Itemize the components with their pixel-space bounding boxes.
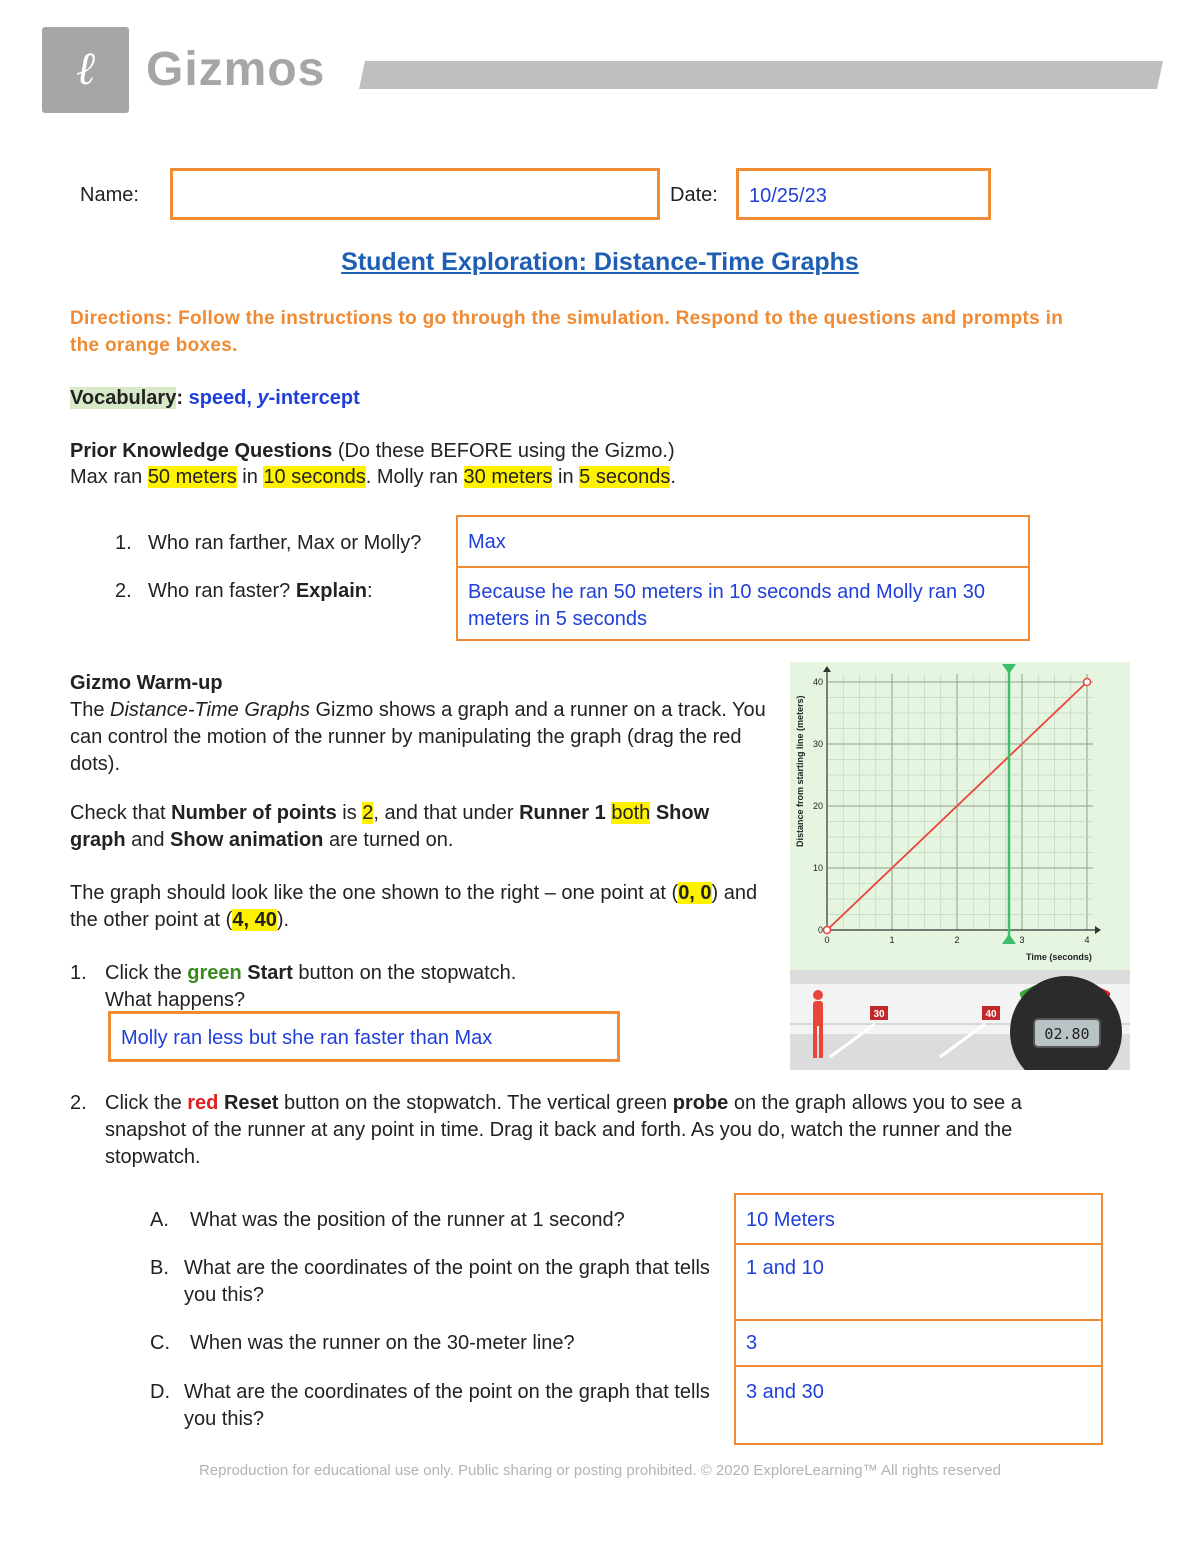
distance-marker-40 xyxy=(982,1006,1000,1020)
prior-text: . xyxy=(670,466,676,488)
warmup-text: button on the stopwatch. The vertical green xyxy=(278,1092,673,1114)
subq-b-letter: B. xyxy=(150,1257,169,1279)
prior-heading-note: (Do these BEFORE using the Gizmo.) xyxy=(332,440,675,462)
table-divider xyxy=(458,566,1028,568)
vocabulary xyxy=(70,385,360,412)
logo-glyph: ℓ xyxy=(75,41,96,95)
gizmo-simulation xyxy=(790,662,1130,1070)
stopwatch xyxy=(1010,976,1122,1070)
warmup-highlight: 4, 40 xyxy=(232,909,277,931)
warmup-text: ) and the other point at ( xyxy=(70,882,758,931)
prior-q2-part: Who ran faster? xyxy=(148,580,296,602)
prior-q2-bold: Explain xyxy=(295,580,367,602)
prior-text: in xyxy=(236,466,264,488)
warmup-text: are turned on. xyxy=(323,829,454,851)
warmup-text: is xyxy=(336,802,363,824)
warmup-q2-text xyxy=(105,1090,1105,1171)
subq-answer-c[interactable]: 3 xyxy=(746,1332,758,1354)
subq-c-letter: C. xyxy=(150,1332,170,1354)
table-divider xyxy=(736,1319,1101,1321)
prior-highlight: 50 meters xyxy=(147,466,237,488)
warmup-italic: Distance-Time Graphs xyxy=(110,699,310,721)
warmup-text: Click the xyxy=(105,1092,188,1114)
distance-marker-30 xyxy=(870,1006,888,1020)
subq-c-text: When was the runner on the 30-meter line? xyxy=(190,1332,575,1354)
warmup-answer-1: Molly ran less but she ran faster than Max xyxy=(121,1027,493,1049)
vocab-term-intercept: -intercept xyxy=(268,387,360,409)
subq-a-letter: A. xyxy=(150,1209,169,1231)
warmup-text: , and that under xyxy=(373,802,520,824)
warmup-answer-1-box[interactable] xyxy=(108,1011,620,1062)
prior-heading-line xyxy=(70,438,1130,465)
subq-answer-a[interactable]: 10 Meters xyxy=(746,1209,835,1231)
prior-q1-text: Who ran farther, Max or Molly? xyxy=(148,532,422,554)
prior-highlight: 30 meters xyxy=(463,466,553,488)
logo xyxy=(42,27,129,113)
warmup-text: The graph should look like the one shown to the right – one point at ( xyxy=(70,882,679,904)
prior-text: in xyxy=(552,466,580,488)
warmup-bold: Show graph xyxy=(70,802,710,851)
y-axis-label: Distance from starting line (meters) xyxy=(795,695,805,847)
subq-d-text: What are the coordinates of the point on the graph that tells you this? xyxy=(184,1381,710,1430)
y-tick-label: 40 xyxy=(812,677,823,687)
warmup-text: and xyxy=(125,829,171,851)
brand-name: Gizmos xyxy=(146,43,326,96)
warmup-bold: Reset xyxy=(223,1092,279,1114)
warmup-highlight: both xyxy=(611,802,651,824)
header-bar xyxy=(359,61,1163,89)
subq-d-letter: D. xyxy=(150,1381,170,1403)
y-tick-label: 10 xyxy=(812,863,823,873)
x-tick-label: 1 xyxy=(889,935,895,945)
date-field[interactable] xyxy=(736,168,991,220)
prior-text: Max ran xyxy=(70,466,148,488)
subq-b-text: What are the coordinates of the point on the graph that tells you this? xyxy=(184,1257,710,1306)
warmup-text: on the graph allows you to see a snapshot of the runner at any point in time. Drag it back and forth. As you do, watch the runner and the stopwatch. xyxy=(105,1092,1022,1168)
warmup-q1-number: 1. xyxy=(70,962,87,984)
warmup-text: Gizmo shows a graph and a runner on a track. You can control the motion of the runner by manipulating the graph (drag the red dots). xyxy=(70,699,766,775)
vocab-term-y: y xyxy=(257,387,269,409)
prior-answer-table xyxy=(456,515,1030,641)
x-tick-label: 2 xyxy=(954,935,960,945)
name-field[interactable] xyxy=(170,168,660,220)
warmup-bold: Show animation xyxy=(170,829,324,851)
data-point[interactable] xyxy=(824,927,831,934)
subq-a-text: What was the position of the runner at 1 second? xyxy=(190,1209,625,1231)
warmup-text: Check that xyxy=(70,802,172,824)
y-tick-label: 20 xyxy=(812,801,823,811)
data-point[interactable] xyxy=(1084,679,1091,686)
vocabulary-label: Vocabulary xyxy=(70,387,177,409)
warmup-bold: Number of points xyxy=(171,802,337,824)
prior-highlight: 5 seconds xyxy=(579,466,671,488)
y-tick-label: 30 xyxy=(812,739,823,749)
warmup-q1-text xyxy=(105,960,775,1014)
warmup-bold: Start xyxy=(247,962,293,984)
vocabulary-colon: : xyxy=(176,387,184,409)
marker-40-label: 40 xyxy=(985,1009,997,1020)
warmup-highlight: 2 xyxy=(362,802,374,824)
x-tick-label: 3 xyxy=(1019,935,1025,945)
warmup-text: The xyxy=(70,699,111,721)
warmup-block xyxy=(70,670,770,778)
prior-q1-number: 1. xyxy=(115,532,132,554)
warmup-red: red xyxy=(187,1092,219,1114)
stopwatch-time: 02.80 xyxy=(1044,1025,1090,1043)
prior-q2-part: : xyxy=(366,580,373,602)
warmup-highlight: 0, 0 xyxy=(678,882,712,904)
prior-answer-1[interactable]: Max xyxy=(468,531,506,553)
name-label: Name: xyxy=(80,184,139,206)
prior-answer-2[interactable]: Because he ran 50 meters in 10 seconds and Molly ran 30 meters in 5 seconds xyxy=(468,581,985,630)
page-title: Student Exploration: Distance-Time Graphs xyxy=(341,248,859,276)
prior-q2-text xyxy=(148,578,373,605)
y-tick-label: 0 xyxy=(817,925,823,935)
warmup-green: green xyxy=(187,962,242,984)
warmup-q2-number: 2. xyxy=(70,1092,87,1114)
subq-answer-b[interactable]: 1 and 10 xyxy=(746,1257,824,1279)
warmup-check xyxy=(70,800,770,854)
chart-background xyxy=(790,662,1130,970)
vocab-term-speed: speed, xyxy=(188,387,258,409)
x-tick-label: 0 xyxy=(824,935,830,945)
table-divider xyxy=(736,1243,1101,1245)
directions: Directions: Follow the instructions to go through the simulation. Respond to the questions and prompts in the orange boxes. xyxy=(70,308,1064,356)
date-label: Date: xyxy=(670,184,718,206)
prior-q2-number: 2. xyxy=(115,580,132,602)
subq-answer-d[interactable]: 3 and 30 xyxy=(746,1381,824,1403)
table-divider xyxy=(736,1365,1101,1367)
warmup-bold: probe xyxy=(672,1092,729,1114)
prior-heading: Prior Knowledge Questions xyxy=(70,440,333,462)
warmup-bold: Runner 1 xyxy=(519,802,606,824)
warmup-text: What happens? xyxy=(105,989,246,1011)
footer: Reproduction for educational use only. Public sharing or posting prohibited. © 2020 ExploreLearning™ All rights reserved xyxy=(198,1462,1002,1479)
x-axis-label: Time (seconds) xyxy=(1026,952,1092,962)
marker-30-label: 30 xyxy=(873,1009,885,1020)
date-value: 10/25/23 xyxy=(749,185,827,207)
warmup-graph-desc xyxy=(70,880,780,934)
prior-highlight: 10 seconds xyxy=(263,466,366,488)
prior-statement xyxy=(70,464,1130,491)
prior-text: . Molly ran xyxy=(365,466,464,488)
x-tick-label: 4 xyxy=(1084,935,1090,945)
distance-time-chart xyxy=(790,662,1130,1070)
warmup-heading: Gizmo Warm-up xyxy=(70,672,223,694)
vocab-terms xyxy=(189,387,360,409)
warmup-text: button on the stopwatch. xyxy=(292,962,517,984)
warmup-text: ). xyxy=(276,909,290,931)
warmup-text: Click the xyxy=(105,962,188,984)
subq-answer-table xyxy=(734,1193,1103,1445)
